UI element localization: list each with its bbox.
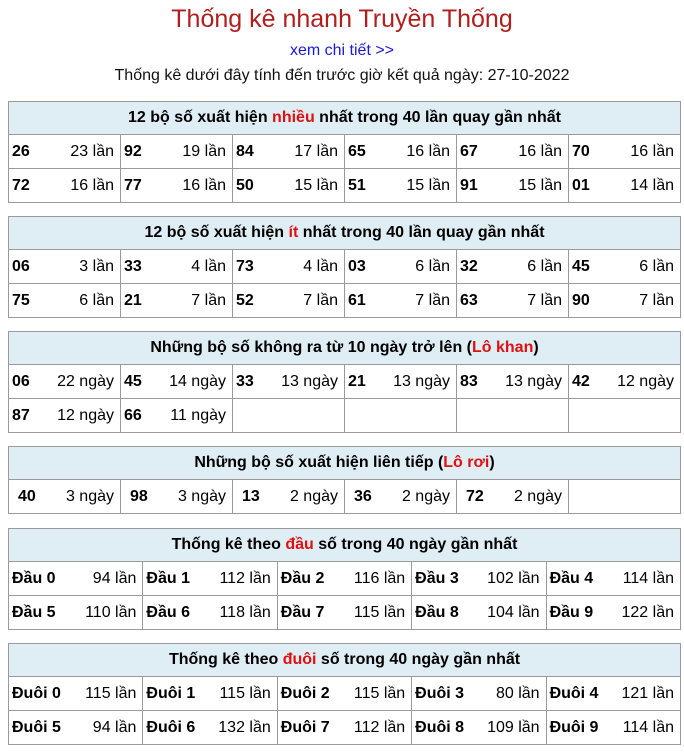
tail-digit-table: [8, 643, 681, 745]
stat-cell: [412, 596, 546, 630]
stat-cell: [9, 284, 121, 318]
stat-cell: [345, 480, 457, 514]
stat-cell: [233, 480, 345, 514]
number-label: Đuôi 7: [280, 718, 330, 736]
stat-cell: [345, 250, 457, 284]
stat-cell: [277, 677, 411, 711]
count-value: 2 ngày: [513, 487, 562, 505]
stat-cell: [121, 169, 233, 203]
count-value: 132 lần: [218, 718, 271, 736]
empty-cell: [345, 399, 457, 433]
number-label: 75: [12, 291, 30, 309]
empty-cell: [457, 399, 569, 433]
count-value: 110 lần: [85, 603, 137, 621]
number-label: 45: [124, 372, 142, 390]
stat-cell: [345, 365, 457, 399]
count-value: 7 lần: [639, 291, 674, 309]
page-title: Thống kê nhanh Truyền Thống: [171, 5, 513, 33]
count-value: 22 ngày: [57, 372, 114, 390]
stat-cell: [569, 135, 681, 169]
stat-cell: [277, 596, 411, 630]
count-value: 15 lần: [294, 176, 338, 194]
table-row: [9, 284, 681, 318]
number-label: 52: [236, 291, 254, 309]
stat-cell: [233, 135, 345, 169]
table-row: [9, 711, 681, 745]
number-label: Đuôi 3: [415, 684, 465, 702]
stat-cell: [143, 677, 277, 711]
stat-cell: [457, 250, 569, 284]
number-label: 06: [12, 257, 30, 275]
number-label: Đuôi 0: [12, 684, 61, 702]
number-label: 50: [236, 176, 254, 194]
stat-cell: [277, 562, 411, 596]
empty-cell: [569, 399, 681, 433]
count-value: 104 lần: [487, 603, 540, 621]
count-value: 13 ngày: [505, 372, 562, 390]
number-label: 01: [572, 176, 590, 194]
view-details-link[interactable]: xem chi tiết >>: [289, 42, 395, 59]
least-frequent-header: 12 bộ số xuất hiện ít nhất trong 40 lần quay gần nhất: [9, 217, 681, 250]
number-label: 83: [460, 372, 478, 390]
number-label: 45: [572, 257, 590, 275]
count-value: 109 lần: [487, 718, 540, 736]
tail-digit-header: Thống kê theo đuôi số trong 40 ngày gần nhất: [9, 644, 681, 677]
stat-cell: [233, 169, 345, 203]
stat-cell: [9, 250, 121, 284]
count-value: 16 lần: [406, 142, 450, 160]
count-value: 115 lần: [353, 684, 406, 702]
number-label: 77: [124, 176, 142, 194]
number-label: 06: [12, 372, 30, 390]
stat-cell: [143, 711, 277, 745]
count-value: 4 lần: [191, 257, 226, 275]
count-value: 115 lần: [85, 684, 137, 702]
count-value: 122 lần: [621, 603, 674, 621]
stat-cell: [233, 250, 345, 284]
stat-cell: [9, 711, 143, 745]
stat-cell: [143, 562, 277, 596]
number-label: 70: [572, 142, 590, 160]
empty-cell: [569, 480, 681, 514]
stat-cell: [412, 677, 546, 711]
count-value: 7 lần: [303, 291, 338, 309]
number-label: 51: [348, 176, 366, 194]
number-label: Đuôi 5: [12, 718, 61, 736]
stat-cell: [546, 677, 680, 711]
count-value: 102 lần: [487, 569, 540, 587]
count-value: 15 lần: [518, 176, 562, 194]
count-value: 115 lần: [353, 603, 406, 621]
count-value: 7 lần: [191, 291, 226, 309]
number-label: 63: [460, 291, 478, 309]
stat-cell: [546, 562, 680, 596]
count-value: 14 ngày: [169, 372, 226, 390]
number-label: Đuôi 2: [280, 684, 330, 702]
most-frequent-table: [8, 101, 681, 203]
count-value: 6 lần: [639, 257, 674, 275]
stat-cell: [569, 250, 681, 284]
count-value: 12 ngày: [617, 372, 674, 390]
count-value: 15 lần: [406, 176, 450, 194]
table-row: [9, 169, 681, 203]
number-label: Đầu 9: [549, 603, 594, 621]
number-label: 66: [124, 406, 142, 424]
number-label: 40: [18, 487, 36, 505]
table-row: [9, 135, 681, 169]
lo-roi-table: [8, 446, 681, 514]
number-label: 42: [572, 372, 590, 390]
number-label: Đuôi 4: [549, 684, 599, 702]
number-label: 33: [124, 257, 142, 275]
count-value: 16 lần: [630, 142, 674, 160]
table-row: [9, 365, 681, 399]
count-value: 112 lần: [353, 718, 406, 736]
number-label: 26: [12, 142, 30, 160]
lo-khan-table: [8, 331, 681, 433]
count-value: 17 lần: [294, 142, 338, 160]
stat-cell: [233, 284, 345, 318]
stat-cell: [412, 562, 546, 596]
count-value: 11 ngày: [170, 406, 226, 424]
count-value: 2 ngày: [289, 487, 338, 505]
count-value: 121 lần: [621, 684, 674, 702]
number-label: Đầu 0: [12, 569, 56, 587]
number-label: Đuôi 6: [146, 718, 196, 736]
count-value: 16 lần: [518, 142, 562, 160]
count-value: 16 lần: [70, 176, 114, 194]
number-label: Đầu 8: [415, 603, 459, 621]
stat-cell: [345, 284, 457, 318]
stat-cell: [9, 596, 143, 630]
count-value: 6 lần: [79, 291, 114, 309]
most-frequent-header: 12 bộ số xuất hiện nhiều nhất trong 40 lần quay gần nhất: [9, 102, 681, 135]
count-value: 114 lần: [622, 718, 674, 736]
number-label: 87: [12, 406, 30, 424]
count-value: 19 lần: [182, 142, 226, 160]
stat-cell: [121, 135, 233, 169]
table-row: [9, 250, 681, 284]
stat-cell: [569, 365, 681, 399]
count-value: 2 ngày: [401, 487, 450, 505]
count-value: 116 lần: [353, 569, 406, 587]
count-value: 6 lần: [415, 257, 450, 275]
number-label: 33: [236, 372, 254, 390]
stat-cell: [412, 711, 546, 745]
number-label: 61: [348, 291, 366, 309]
count-value: 94 lần: [92, 569, 137, 587]
count-value: 7 lần: [415, 291, 450, 309]
number-label: 03: [348, 257, 366, 275]
count-value: 14 lần: [630, 176, 674, 194]
number-label: 72: [12, 176, 30, 194]
count-value: 80 lần: [495, 684, 540, 702]
count-value: 6 lần: [527, 257, 562, 275]
number-label: 21: [348, 372, 366, 390]
stat-cell: [457, 169, 569, 203]
number-label: Đuôi 1: [146, 684, 196, 702]
stat-cell: [121, 399, 233, 433]
number-label: 13: [242, 487, 260, 505]
stat-cell: [9, 562, 143, 596]
number-label: 91: [460, 176, 478, 194]
count-value: 16 lần: [182, 176, 226, 194]
stat-cell: [121, 480, 233, 514]
number-label: 36: [354, 487, 372, 505]
number-label: Đuôi 9: [549, 718, 599, 736]
stat-cell: [546, 711, 680, 745]
count-value: 3 ngày: [177, 487, 226, 505]
stat-cell: [457, 135, 569, 169]
head-digit-header: Thống kê theo đầu số trong 40 ngày gần nhất: [9, 529, 681, 562]
count-value: 13 ngày: [281, 372, 338, 390]
stat-cell: [9, 480, 121, 514]
number-label: Đầu 7: [280, 603, 325, 621]
number-label: Đầu 6: [146, 603, 190, 621]
table-row: [9, 677, 681, 711]
table-row: [9, 562, 681, 596]
number-label: Đầu 4: [549, 569, 594, 587]
number-label: 67: [460, 142, 478, 160]
number-label: 32: [460, 257, 478, 275]
stat-cell: [233, 365, 345, 399]
stat-cell: [277, 711, 411, 745]
stat-cell: [569, 284, 681, 318]
empty-cell: [233, 399, 345, 433]
number-label: Đầu 1: [146, 569, 190, 587]
number-label: 65: [348, 142, 366, 160]
count-value: 4 lần: [303, 257, 338, 275]
least-frequent-table: [8, 216, 681, 318]
number-label: 73: [236, 257, 254, 275]
count-value: 114 lần: [622, 569, 674, 587]
count-value: 94 lần: [92, 718, 137, 736]
number-label: 72: [466, 487, 484, 505]
stat-cell: [345, 169, 457, 203]
count-value: 112 lần: [219, 569, 271, 587]
table-row: [9, 480, 681, 514]
stat-cell: [121, 365, 233, 399]
stat-cell: [143, 596, 277, 630]
stat-cell: [457, 365, 569, 399]
head-digit-table: [8, 528, 681, 630]
number-label: Đầu 3: [415, 569, 459, 587]
count-value: 3 lần: [79, 257, 114, 275]
stat-cell: [345, 135, 457, 169]
number-label: Đầu 2: [280, 569, 325, 587]
number-label: Đầu 5: [12, 603, 56, 621]
number-label: 92: [124, 142, 142, 160]
number-label: 98: [130, 487, 148, 505]
table-row: [9, 399, 681, 433]
stat-cell: [569, 169, 681, 203]
stat-cell: [9, 365, 121, 399]
stat-cell: [546, 596, 680, 630]
stat-cell: [121, 284, 233, 318]
number-label: 90: [572, 291, 590, 309]
stat-cell: [457, 284, 569, 318]
count-value: 3 ngày: [65, 487, 114, 505]
lo-khan-header: Những bộ số không ra từ 10 ngày trở lên (Lô khan): [9, 332, 681, 365]
count-value: 13 ngày: [393, 372, 450, 390]
stat-cell: [9, 399, 121, 433]
count-value: 118 lần: [219, 603, 271, 621]
stat-cell: [9, 169, 121, 203]
stat-cell: [457, 480, 569, 514]
count-value: 12 ngày: [57, 406, 114, 424]
number-label: 21: [124, 291, 142, 309]
number-label: Đuôi 8: [415, 718, 465, 736]
count-value: 7 lần: [527, 291, 562, 309]
number-label: 84: [236, 142, 254, 160]
stat-cell: [121, 250, 233, 284]
lo-roi-header: Những bộ số xuất hiện liên tiếp (Lô rơi): [9, 447, 681, 480]
stat-cell: [9, 135, 121, 169]
date-note: Thống kê dưới đây tính đến trước giờ kết quả ngày: 27-10-2022: [114, 67, 570, 84]
stat-cell: [9, 677, 143, 711]
count-value: 23 lần: [70, 142, 114, 160]
table-row: [9, 596, 681, 630]
count-value: 115 lần: [219, 684, 271, 702]
